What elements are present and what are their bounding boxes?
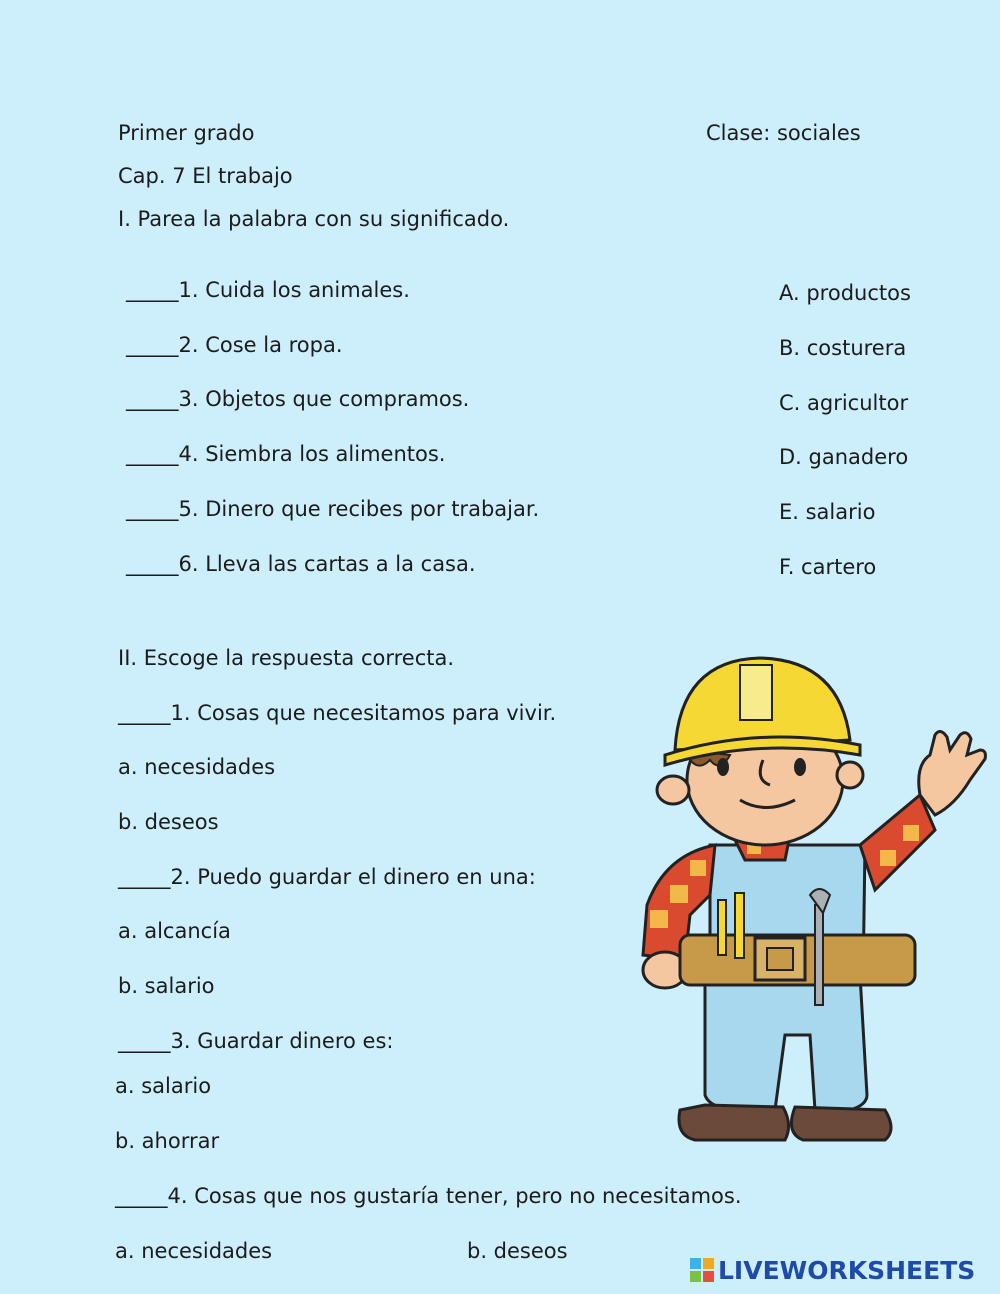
section2-title: II. Escoge la respuesta correcta. — [118, 646, 455, 670]
brand-text: LIVEWORKSHEETS — [718, 1255, 976, 1285]
match-item-5[interactable]: _____5. Dinero que recibes por trabajar. — [126, 497, 540, 521]
question-4[interactable]: _____4. Cosas que nos gustaría tener, pero no necesitamos. — [115, 1184, 742, 1208]
match-item-2[interactable]: _____2. Cose la ropa. — [126, 333, 343, 357]
match-answer-a: A. productos — [779, 281, 911, 305]
match-item-6[interactable]: _____6. Lleva las cartas a la casa. — [126, 552, 476, 576]
question-1-option-b: b. deseos — [118, 810, 219, 834]
grade-label: Primer grado — [118, 121, 255, 145]
question-4-option-a: a. necesidades — [115, 1239, 273, 1263]
question-1[interactable]: _____1. Cosas que necesitamos para vivir. — [118, 701, 557, 725]
match-answer-d: D. ganadero — [779, 445, 909, 469]
question-1-option-a: a. necesidades — [118, 755, 276, 779]
chapter-title: Cap. 7 El trabajo — [118, 164, 293, 188]
liveworksheets-logo-icon — [690, 1258, 714, 1282]
question-4-option-b: b. deseos — [467, 1239, 568, 1263]
section1-title: I. Parea la palabra con su significado. — [118, 207, 510, 231]
question-2-option-a: a. alcancía — [118, 919, 231, 943]
match-item-3[interactable]: _____3. Objetos que compramos. — [126, 387, 470, 411]
match-item-1[interactable]: _____1. Cuida los animales. — [126, 278, 410, 302]
question-3[interactable]: _____3. Guardar dinero es: — [118, 1029, 394, 1053]
question-2[interactable]: _____2. Puedo guardar el dinero en una: — [118, 865, 536, 889]
match-item-4[interactable]: _____4. Siembra los alimentos. — [126, 442, 446, 466]
match-answer-c: C. agricultor — [779, 391, 909, 415]
question-3-option-b: b. ahorrar — [115, 1129, 220, 1153]
liveworksheets-brand[interactable] — [690, 1254, 975, 1286]
builder-character-illustration — [635, 655, 990, 1160]
match-answer-e: E. salario — [779, 500, 876, 524]
class-label: Clase: sociales — [706, 121, 861, 145]
match-answer-b: B. costurera — [779, 336, 907, 360]
question-2-option-b: b. salario — [118, 974, 215, 998]
question-3-option-a: a. salario — [115, 1074, 212, 1098]
match-answer-f: F. cartero — [779, 555, 877, 579]
